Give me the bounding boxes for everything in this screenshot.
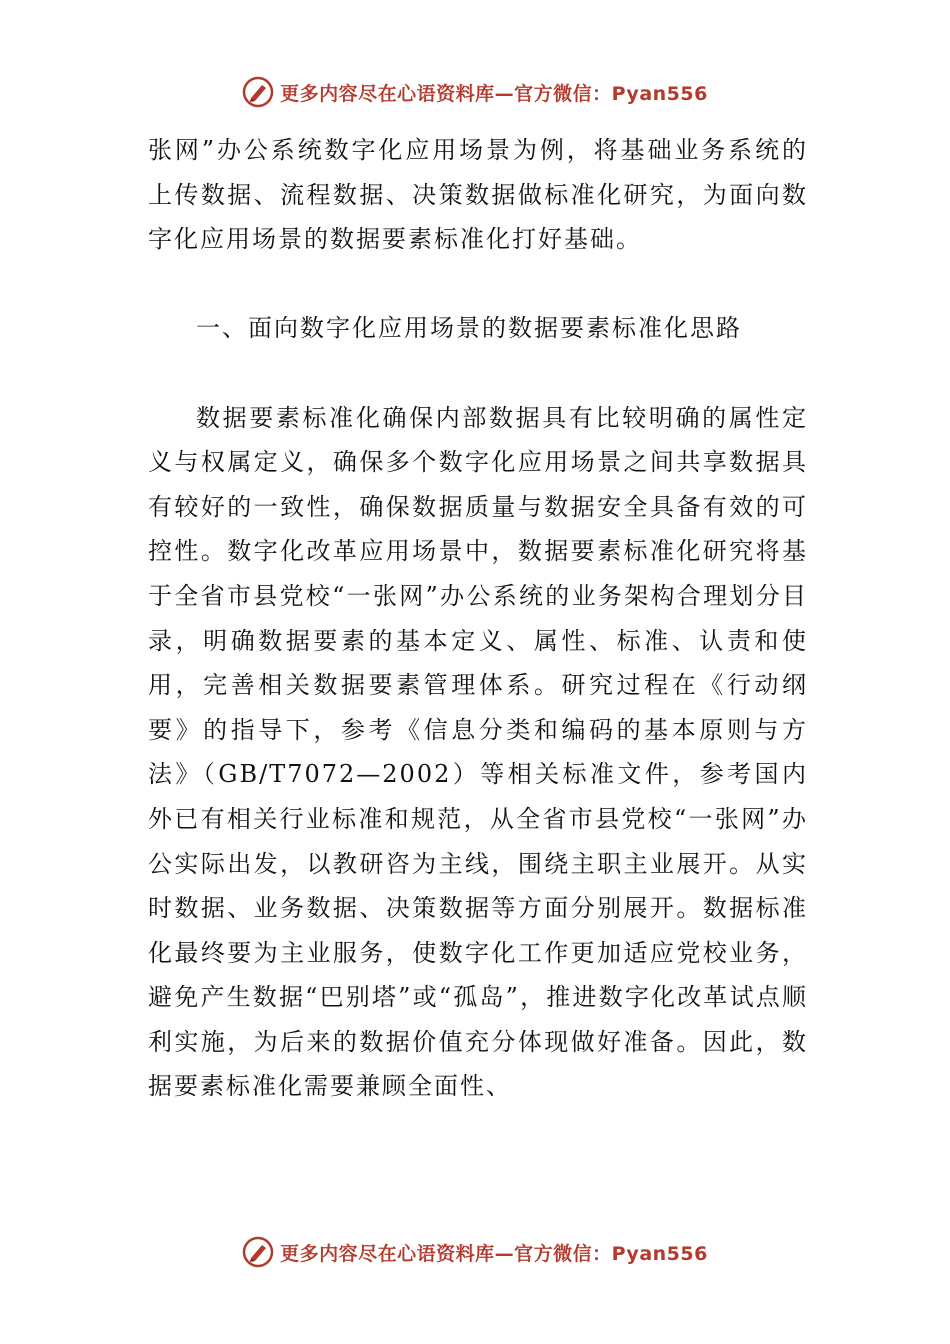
document-body [148, 128, 808, 1109]
header-watermark-text: 更多内容尽在心语资料库—官方微信：Pyan556 [280, 82, 708, 105]
pen-logo-icon [242, 1236, 274, 1268]
section-heading: 一、面向数字化应用场景的数据要素标准化思路 [196, 314, 742, 343]
paragraph-continuation: 张网”办公系统数字化应用场景为例，将基础业务系统的上传数据、流程数据、决策数据做标准化研究，为面向数字化应用场景的数据要素标准化打好基础。 [148, 136, 808, 254]
footer-watermark-banner [0, 1232, 950, 1272]
paragraph-body: 数据要素标准化确保内部数据具有比较明确的属性定义与权属定义，确保多个数字化应用场景之间共享数据具有较好的一致性，确保数据质量与数据安全具备有效的可控性。数字化改革应用场景中，数据要素标准化研究将基于全省市县党校“一张网”办公系统的业务架构合理划分目录，明确数据要素的基本定义、属性、标准、认责和使用，完善相关数据要素管理体系。研究过程在《行动纲要》的指导下，参考《信息分类和编码的基本原则与方法》（GB/T7072—2002）等相关标准文件，参考国内外已有相关行业标准和规范，从全省市县党校“一张网”办公实际出发，以教研咨为主线，围绕主职主业展开。从实时数据、业务数据、决策数据等方面分别展开。数据标准化最终要为主业服务，使数字化工作更加适应党校业务，避免产生数据“巴别塔”或“孤岛”，推进数字化改革试点顺利实施，为后来的数据价值充分体现做好准备。因此，数据要素标准化需要兼顾全面性、 [148, 403, 808, 1101]
pen-logo-icon [242, 76, 274, 108]
footer-watermark-text: 更多内容尽在心语资料库—官方微信：Pyan556 [280, 1242, 708, 1265]
header-watermark-banner [0, 72, 950, 112]
